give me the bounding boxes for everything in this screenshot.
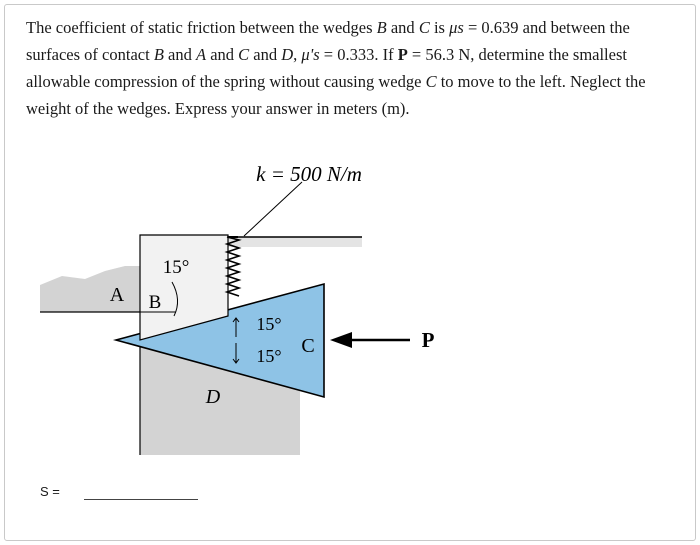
var: A bbox=[195, 45, 207, 64]
label-p: P bbox=[421, 328, 435, 352]
var: B bbox=[376, 18, 387, 37]
text: , bbox=[293, 45, 302, 64]
var: B bbox=[153, 45, 164, 64]
answer-input[interactable] bbox=[84, 499, 198, 500]
spring-constant-label: k = 500 N/m bbox=[256, 162, 362, 186]
block-a bbox=[40, 266, 140, 312]
label-a: A bbox=[109, 284, 125, 306]
text: = 56.3 N, determine the smallest allowable compression of the spring without causing wedge bbox=[26, 45, 627, 91]
var: D bbox=[281, 45, 294, 64]
var: μ's bbox=[301, 45, 320, 64]
label-c: C bbox=[301, 335, 315, 357]
leader-line bbox=[244, 182, 302, 236]
var: P bbox=[397, 45, 408, 64]
text: and bbox=[386, 18, 419, 37]
label-d: D bbox=[205, 386, 221, 408]
answer-label: S = bbox=[40, 484, 60, 499]
force-p-arrow bbox=[330, 332, 410, 348]
angle-b-label: 15° bbox=[162, 257, 190, 278]
text: and bbox=[249, 45, 282, 64]
text: = 0.639 and between the surfaces of contact bbox=[26, 18, 630, 64]
var: C bbox=[238, 45, 250, 64]
text: is bbox=[429, 18, 450, 37]
text: = 0.333. If bbox=[319, 45, 398, 64]
angle-c-top-label: 15° bbox=[256, 314, 282, 334]
var: μs bbox=[449, 18, 464, 37]
label-b: B bbox=[148, 292, 162, 313]
angle-c-bottom-label: 15° bbox=[256, 346, 282, 366]
var: C bbox=[425, 72, 437, 91]
text: The coefficient of static friction between the wedges bbox=[26, 18, 377, 37]
text: to move to the left. Neglect the weight of the wedges. Express your answer in meters (m). bbox=[26, 72, 646, 118]
text: and bbox=[163, 45, 196, 64]
var: C bbox=[418, 18, 430, 37]
text: and bbox=[206, 45, 239, 64]
